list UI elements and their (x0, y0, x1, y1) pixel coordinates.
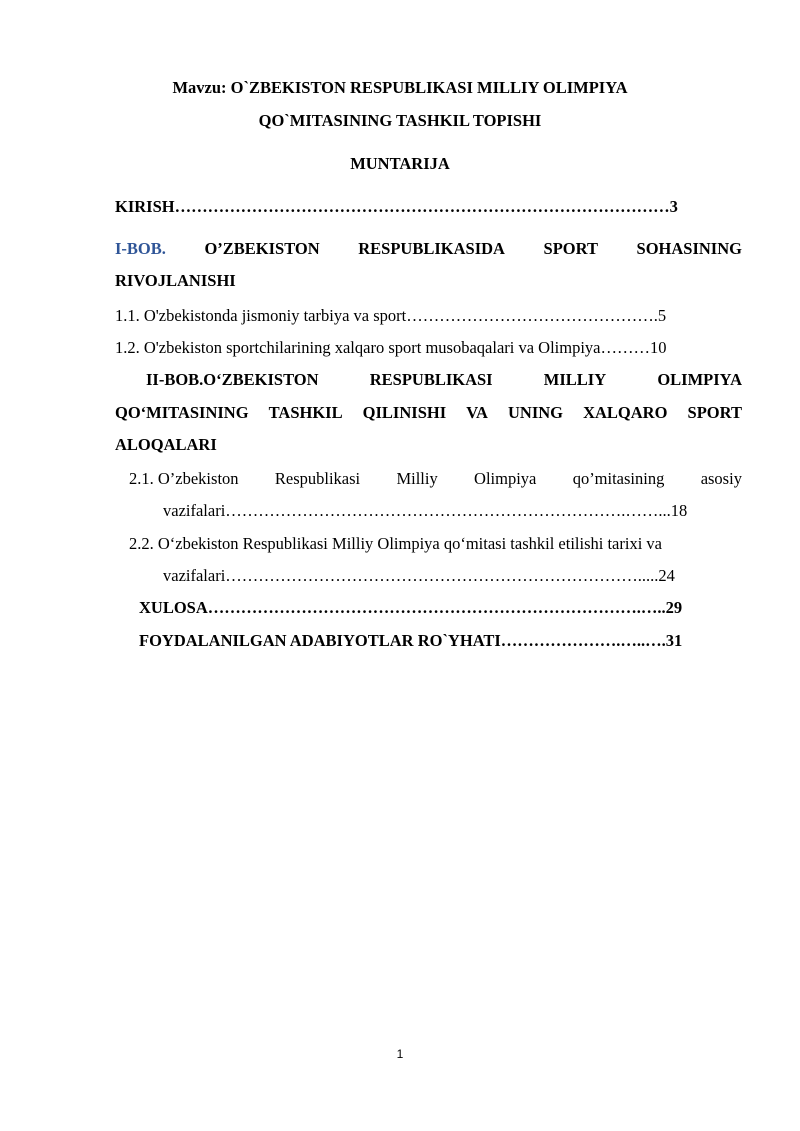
chapter2-word: OLIMPIYA (657, 370, 742, 389)
item21-word: asosiy (700, 469, 742, 488)
chapter2-word: VA (466, 403, 488, 422)
title-line-1: Mavzu: O`ZBEKISTON RESPUBLIKASI MILLIY OLIMPIYA (172, 78, 628, 97)
chapter2-word: UNING (508, 403, 564, 422)
chapter1-word: O’ZBEKISTON (204, 239, 320, 258)
chapter1-word: RESPUBLIKASIDA (358, 239, 505, 258)
toc-item-2-1-line2: vazifalari……………………………………………………………….……...18 (163, 501, 688, 520)
chapter2-title-line3: ALOQALARI (115, 435, 217, 454)
chapter2-word: TASHKIL (268, 403, 343, 422)
chapter1-word: SOHASINING (636, 239, 742, 258)
item21-word: Respublikasi (274, 469, 361, 488)
chapter2-title-line1 (146, 369, 742, 391)
chapter2-word: RESPUBLIKASI (369, 370, 493, 389)
chapter1-word: SPORT (543, 239, 598, 258)
toc-references: FOYDALANILGAN ADABIYOTLAR RO`YHATI………………….…..….31 (139, 631, 683, 650)
chapter2-word: QO‘MITASINING (115, 403, 249, 422)
chapter2-word: II-BOB.O‘ZBEKISTON (146, 370, 319, 389)
chapter1-title-line1 (115, 238, 742, 260)
chapter2-word: QILINISHI (362, 403, 447, 422)
chapter2-word: XALQARO (583, 403, 668, 422)
toc-item-2-1-line1 (129, 468, 742, 490)
chapter2-title-line2 (115, 402, 742, 424)
toc-heading: MUNTARIJA (350, 154, 450, 173)
chapter1-title-line2: RIVOJLANISHI (115, 271, 236, 290)
title-line-2: QO`MITASINING TASHKIL TOPISHI (258, 111, 542, 130)
item21-word: Milliy (396, 469, 438, 488)
page-number: 1 (396, 1047, 404, 1061)
chapter1-prefix: I-BOB. (115, 239, 166, 258)
chapter2-word: MILLIY (543, 370, 607, 389)
toc-item-1-2: 1.2. O'zbekiston sportchilarining xalqaro sport musobaqalari va Olimpiya………10 (115, 338, 667, 357)
toc-item-2-2-line1: 2.2. O‘zbekiston Respublikasi Milliy Olimpiya qo‘mitasi tashkil etilishi tarixi va (129, 534, 662, 553)
toc-intro: KIRISH………………………………………………………………………………3 (115, 197, 678, 216)
item21-word: 2.1. O’zbekiston (129, 469, 239, 488)
chapter2-word: SPORT (687, 403, 742, 422)
toc-item-2-2-line2: vazifalari………………………………………………………………….....24 (163, 566, 675, 585)
toc-conclusion: XULOSA…………………………………………………………………….…..29 (139, 598, 683, 617)
item21-word: Olimpiya (474, 469, 537, 488)
item21-word: qo’mitasining (572, 469, 665, 488)
toc-item-1-1: 1.1. O'zbekistonda jismoniy tarbiya va sport……………………………………….5 (115, 306, 667, 325)
